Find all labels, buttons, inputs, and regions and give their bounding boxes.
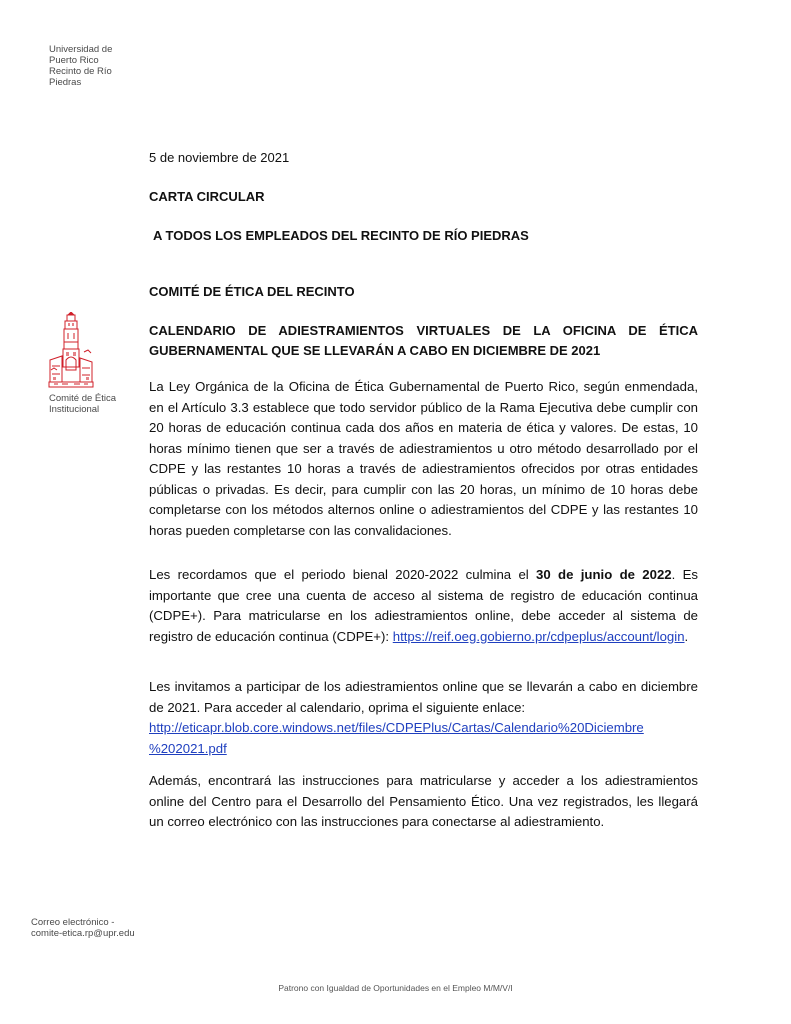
deadline-date: 30 de junio de 2022: [536, 567, 672, 582]
letter-sender: COMITÉ DE ÉTICA DEL RECINTO: [149, 284, 355, 299]
letter-recipients: A TODOS LOS EMPLEADOS DEL RECINTO DE RÍO PIEDRAS: [153, 228, 529, 243]
letter-type: CARTA CIRCULAR: [149, 189, 265, 204]
calendar-link[interactable]: http://eticapr.blob.core.windows.net/files/CDPEPlus/Cartas/Calendario%20Diciembre: [149, 720, 644, 735]
p2-end: .: [684, 628, 689, 644]
p2-text: . Es importante que cree una cuenta de acceso al sistema de registro de educación continua (CDPE+). Para matricularse en los adiestramientos online, debe acceder al sistema de registro de educación continua (CDPE+):: [149, 567, 699, 644]
committee-line: Comité de Ética: [49, 393, 117, 404]
contact-email: [31, 917, 161, 939]
email-label: Correo electrónico -: [31, 917, 115, 928]
institution-line: Puerto Rico: [49, 55, 99, 66]
letter-date: 5 de noviembre de 2021: [149, 150, 290, 165]
paragraph-instructions: Además, encontrará las instrucciones para matricularse y acceder a los adiestramientos online del Centro para el Desarrollo del Pensamiento Ético. Una vez registrados, les llegará un correo electrónico con las instrucciones para conectarse al adiestramiento.: [149, 773, 698, 829]
paragraph-invitation: Les invitamos a participar de los adiestramientos online que se llevarán a cabo en diciembre de 2021. Para acceder al calendario, oprima el siguiente enlace:: [149, 679, 698, 715]
calendar-link-continuation[interactable]: %202021.pdf: [149, 740, 227, 756]
committee-line: Institucional: [49, 404, 100, 415]
committee-name: [49, 393, 129, 415]
institution-line: Recinto de Río: [49, 66, 112, 77]
footer-equal-opportunity: Patrono con Igualdad de Oportunidades en el Empleo M/M/V/I: [278, 983, 513, 993]
letter-subject: CALENDARIO DE ADIESTRAMIENTOS VIRTUALES DE LA OFICINA DE ÉTICA GUBERNAMENTAL QUE SE LLEVARÁN A CABO EN DICIEMBRE DE 2021: [149, 323, 698, 358]
paragraph-bienal-period: [149, 565, 698, 647]
paragraph-ethics-law: La Ley Orgánica de la Oficina de Ética Gubernamental de Puerto Rico, según enmendada, en el Artículo 3.3 establece que todo servidor público de la Rama Ejecutiva debe cumplir con 20 horas de educación continua cada dos años en materia de ética y valores. De estas, 10 horas mínimo tienen que ser a través de adiestramientos u otro método desarrollado por el CDPE y las restantes 10 horas a través de adiestramientos ofrecidos por otras entidades públicas o privadas. Es decir, para cumplir con las 20 horas, un mínimo de 10 horas debe completarse con los métodos alternos online o adiestramientos del CDPE y las restantes 10 horas pueden completarse con las convalidaciones.: [149, 379, 698, 538]
institution-line: Universidad de: [49, 44, 113, 55]
calendar-link-block: [149, 718, 698, 759]
institution-line: Piedras: [49, 77, 82, 88]
cdpe-login-link[interactable]: https://reif.oeg.gobierno.pr/cdpeplus/account/login: [392, 628, 685, 644]
institution-name: [49, 44, 129, 88]
email-address[interactable]: comite-etica.rp@upr.edu: [31, 928, 135, 939]
tower-logo-icon: [48, 312, 94, 388]
p2-text: Les recordamos que el periodo bienal 2020-2022 culmina el: [149, 567, 537, 582]
